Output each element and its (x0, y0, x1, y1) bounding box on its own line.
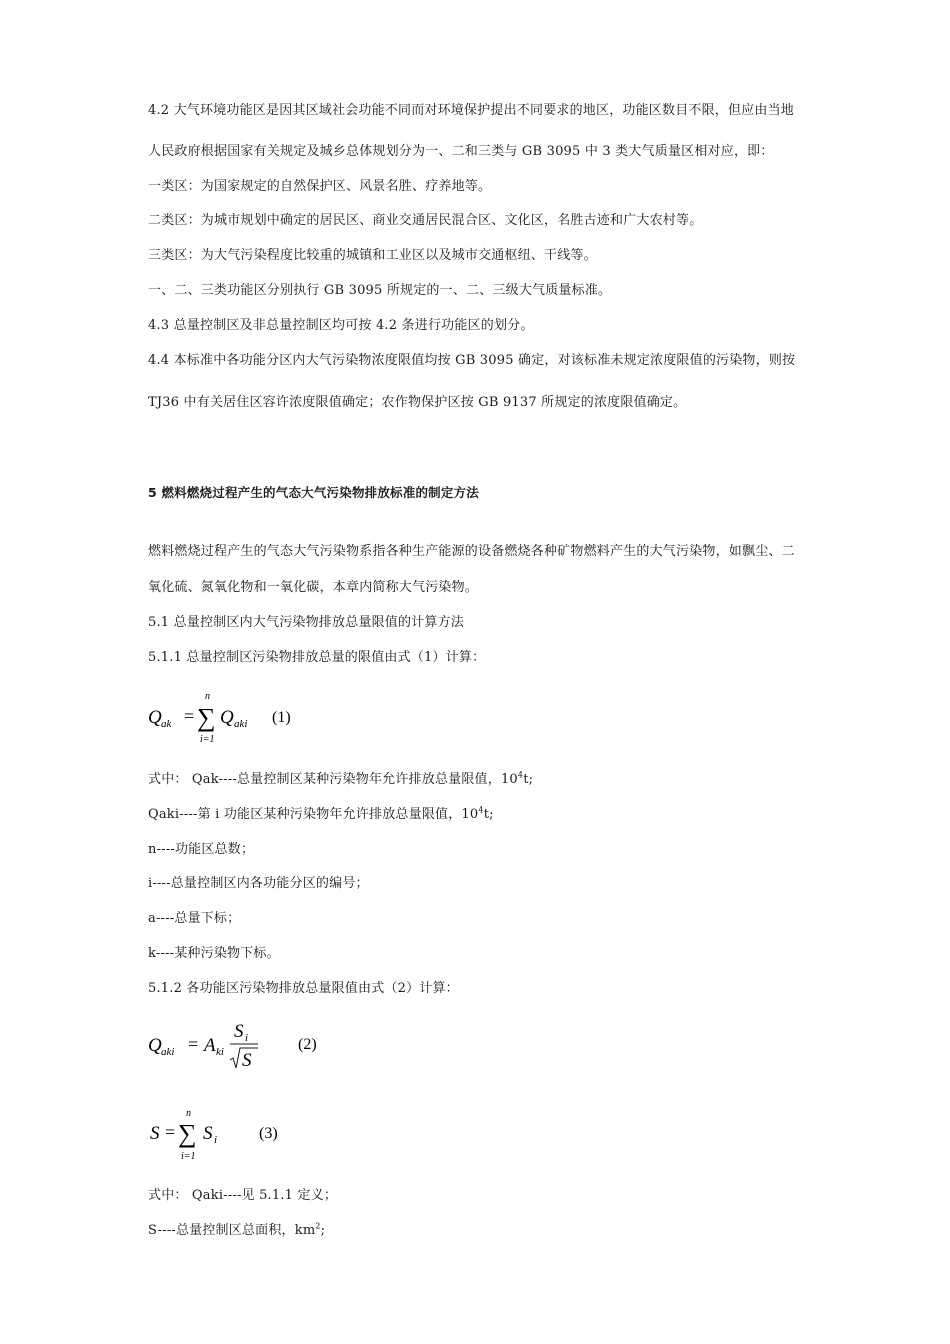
paragraph-4-3: 4.3 总量控制区及非总量控制区均可按 4.2 条进行功能区的划分。 (148, 318, 534, 333)
a-definition-line: a----总量下标； (148, 911, 241, 926)
paragraph-4-2-line-2: 人民政府根据国家有关规定及城乡总体规划分为一、二和三类与 GB 3095 中 3 类大气质量区相对应，即： (148, 144, 774, 159)
formula-1-term: Q (220, 707, 234, 728)
where-qaki-ref-line: 式中： Qaki----见 5.1.1 定义； (148, 1188, 338, 1203)
formula-3-number: (3) (259, 1125, 278, 1142)
section-5-1-title: 5.1 总量控制区内大气污染物排放总量限值的计算方法 (148, 615, 465, 630)
formula-2-numerator-sub: i (245, 1032, 249, 1044)
formula-2-denominator: S (242, 1050, 252, 1071)
formula-1 (148, 690, 318, 746)
formula-1-term-sub: aki (234, 718, 248, 730)
class-one-zone-line: 一类区：为国家规定的自然保护区、风景名胜、疗养地等。 (148, 179, 492, 194)
formula-3 (148, 1108, 318, 1164)
formula-2 (148, 1018, 348, 1076)
paragraph-4-4-line-2: TJ36 中有关居住区容许浓度限值确定；农作物保护区按 GB 9137 所规定的浓度限值确定。 (148, 395, 687, 410)
formula-1-number: (1) (272, 709, 291, 726)
formula-1-lhs: Q (148, 707, 162, 728)
class-three-zone-line: 三类区：为大气污染程度比较重的城镇和工业区以及城市交通枢纽、干线等。 (148, 248, 597, 263)
formula-1-sigma-icon: ∑ (197, 703, 216, 732)
formula-3-equals: = (165, 1122, 176, 1142)
formula-2-coef-sub: ki (216, 1046, 224, 1058)
formula-1-sum-bottom: i=1 (200, 734, 215, 745)
paragraph-4-4-line-1: 4.4 本标准中各功能分区内大气污染物浓度限值均按 GB 3095 确定，对该标准未规定浓度限值的污染物，则按 (148, 353, 796, 368)
formula-1-sum-top: n (205, 691, 210, 702)
formula-1-lhs-sub: ak (161, 718, 172, 730)
zone-standards-line: 一、二、三类功能区分别执行 GB 3095 所规定的一、二、三级大气质量标准。 (148, 283, 612, 298)
formula-3-sigma-icon: ∑ (178, 1119, 197, 1148)
formula-3-term-sub: i (214, 1134, 218, 1146)
k-definition-line: k----某种污染物下标。 (148, 946, 280, 961)
formula-3-term: S (203, 1123, 213, 1144)
formula-1-equals: = (184, 706, 195, 726)
qaki-definition-line (148, 806, 494, 824)
n-definition-line: n----功能区总数； (148, 842, 255, 857)
formula-2-lhs-sub: aki (161, 1046, 175, 1058)
qaki-definition-exponent: 4 (478, 805, 484, 815)
formula-2-equals: = (188, 1034, 199, 1054)
qaki-definition-unit: t; (483, 807, 494, 822)
section-5-intro-line-2: 氧化硫、氮氧化物和一氧化碳，本章内简称大气污染物。 (148, 580, 479, 595)
i-definition-line: i----总量控制区内各功能分区的编号； (148, 876, 369, 891)
where-qak-text: 式中： Qak----总量控制区某种污染物年允许排放总量限值，10 (148, 772, 518, 787)
section-5-heading: 5 燃料燃烧过程产生的气态大气污染物排放标准的制定方法 (148, 485, 479, 500)
where-qak-exponent: 4 (517, 770, 524, 780)
paragraph-4-2-line-1: 4.2 大气环境功能区是因其区域社会功能不同而对环境保护提出不同要求的地区，功能区数目不限，但应由当地 (148, 103, 795, 118)
s-definition-end: ; (320, 1223, 326, 1238)
formula-2-lhs: Q (148, 1035, 162, 1056)
formula-2-coef: A (204, 1035, 216, 1056)
s-definition-text: S----总量控制区总面积，km (148, 1223, 316, 1238)
section-5-intro-line-1: 燃料燃烧过程产生的气态大气污染物系指各种生产能源的设备燃烧各种矿物燃料产生的大气污染物，如飘尘、二 (148, 544, 795, 559)
formula-3-sum-top: n (186, 1108, 191, 1119)
section-5-1-2-title: 5.1.2 各功能区污染物排放总量限值由式（2）计算： (148, 981, 459, 996)
where-qak-line (148, 771, 533, 789)
s-definition-line (148, 1222, 325, 1240)
formula-3-lhs: S (150, 1123, 160, 1144)
section-5-1-1-title: 5.1.1 总量控制区污染物排放总量的限值由式（1）计算： (148, 650, 486, 665)
s-definition-exponent: 2 (315, 1221, 321, 1231)
formula-2-numerator: S (234, 1021, 244, 1042)
formula-2-number: (2) (298, 1036, 317, 1053)
qaki-definition-text: Qaki----第 i 功能区某种污染物年允许排放总量限值，10 (148, 807, 479, 822)
class-two-zone-line: 二类区：为城市规划中确定的居民区、商业交通居民混合区、文化区，名胜古迹和广大农村等。 (148, 213, 703, 228)
formula-3-sum-bottom: i=1 (181, 1151, 196, 1162)
where-qak-unit: t; (523, 772, 534, 787)
